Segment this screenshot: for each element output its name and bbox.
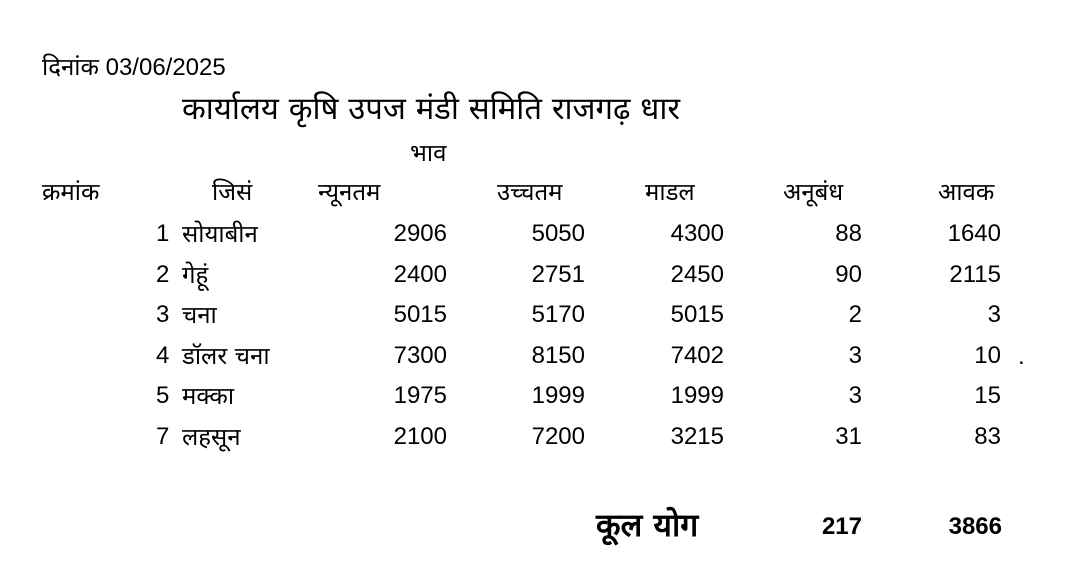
row-minimum: 7300	[393, 342, 447, 369]
row-commodity: डॉलर चना	[182, 342, 270, 370]
row-contract: 90	[835, 261, 862, 288]
row-minimum: 2400	[393, 261, 447, 288]
row-model: 3215	[670, 423, 724, 450]
row-maximum: 8150	[531, 342, 585, 369]
row-commodity: गेहूं	[182, 261, 209, 289]
row-commodity: लहसून	[182, 423, 241, 451]
row-commodity: चना	[182, 301, 217, 329]
row-arrival: 2115	[949, 261, 1001, 288]
date-line	[42, 52, 226, 83]
row-model: 7402	[670, 342, 724, 369]
row-maximum: 2751	[531, 261, 585, 288]
row-arrival: 3	[987, 301, 1001, 328]
row-serial: 5	[156, 382, 170, 409]
column-header-arrival: आवक	[938, 178, 995, 206]
row-model: 4300	[670, 220, 724, 247]
row-model: 5015	[670, 301, 724, 328]
column-header-minimum: न्यूनतम	[318, 178, 381, 206]
row-minimum: 2906	[393, 220, 447, 247]
column-header-model: माडल	[645, 178, 695, 206]
row-maximum: 7200	[531, 423, 585, 450]
row-serial: 3	[156, 301, 170, 328]
row-minimum: 1975	[393, 382, 447, 409]
row-maximum: 1999	[531, 382, 585, 409]
row-maximum: 5170	[531, 301, 585, 328]
row-contract: 2	[848, 301, 862, 328]
row-minimum: 2100	[393, 423, 447, 450]
column-header-commodity: जिसं	[212, 178, 253, 206]
row-contract: 88	[835, 220, 862, 247]
row-serial: 4	[156, 342, 170, 369]
row-contract: 3	[848, 342, 862, 369]
row-arrival: 15	[974, 382, 1001, 409]
office-title: कार्यालय कृषि उपज मंडी समिति राजगढ़ धार	[182, 91, 681, 127]
row-arrival: 83	[974, 423, 1001, 450]
total-contract: 217	[821, 513, 862, 540]
total-arrival: 3866	[948, 513, 1002, 540]
row-contract: 31	[835, 423, 862, 450]
date-label: दिनांक	[42, 53, 99, 81]
column-header-contract: अनूबंध	[783, 178, 844, 206]
row-serial: 7	[156, 423, 170, 450]
column-header-maximum: उच्चतम	[497, 178, 563, 206]
stray-mark: .	[1018, 343, 1025, 370]
row-minimum: 5015	[393, 301, 447, 328]
row-model: 2450	[670, 261, 724, 288]
row-commodity: सोयाबीन	[182, 220, 258, 248]
row-contract: 3	[848, 382, 862, 409]
row-commodity: मक्का	[182, 382, 235, 410]
total-label: कूल योग	[596, 506, 699, 544]
row-serial: 2	[156, 261, 170, 288]
row-model: 1999	[670, 382, 724, 409]
rates-subtitle: भाव	[410, 139, 447, 167]
row-arrival: 1640	[947, 220, 1001, 247]
row-maximum: 5050	[531, 220, 585, 247]
row-arrival: 10	[974, 342, 1001, 369]
row-serial: 1	[156, 220, 170, 247]
column-header-serial: क्रमांक	[42, 178, 100, 206]
date-value: 03/06/2025	[105, 54, 226, 81]
